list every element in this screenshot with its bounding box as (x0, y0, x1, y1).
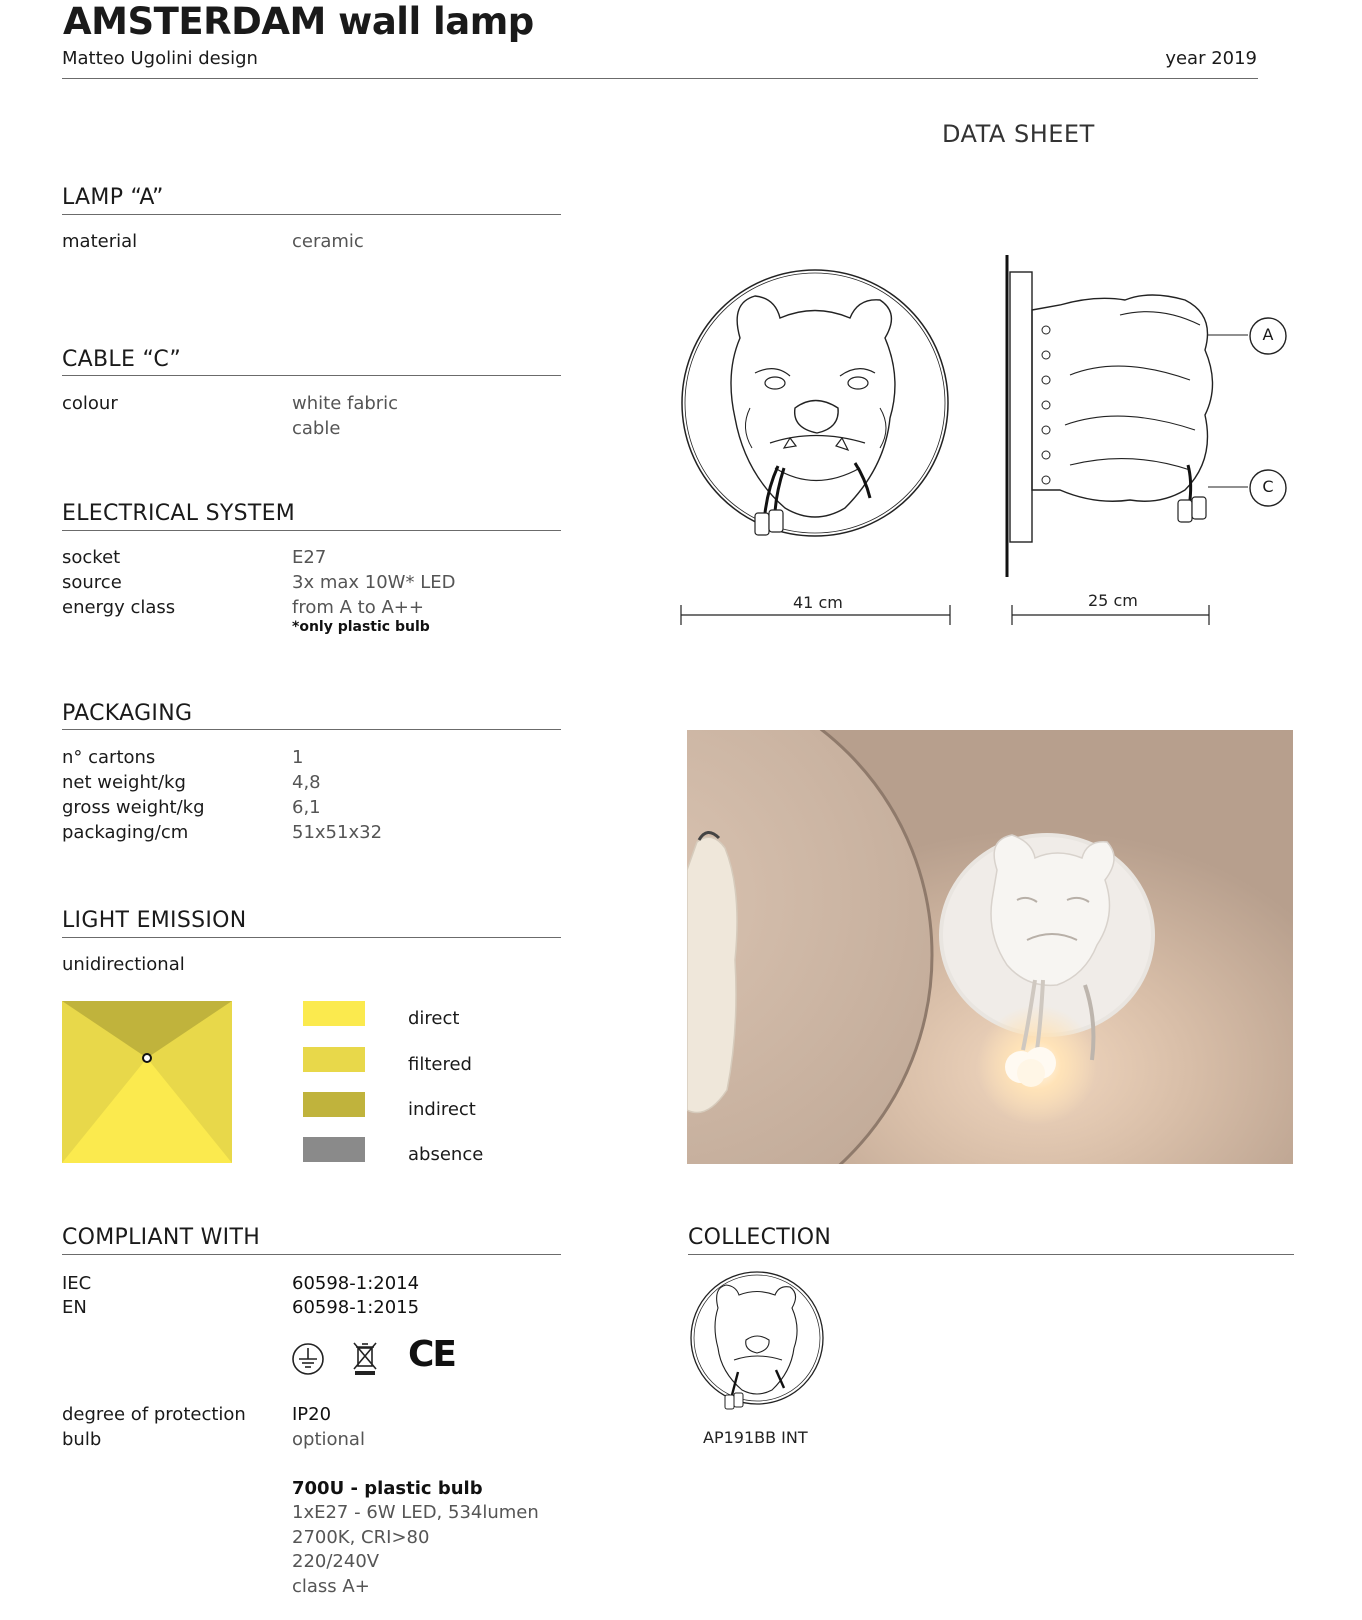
data-sheet-label: DATA SHEET (942, 120, 1095, 148)
weee-bin-icon (352, 1340, 378, 1376)
header-divider (62, 78, 1258, 79)
section-divider (62, 375, 561, 376)
section-divider (62, 214, 561, 215)
protection-label: degree of protection (62, 1404, 246, 1425)
source-value: 3x max 10W* LED (292, 572, 456, 593)
socket-value: E27 (292, 547, 327, 568)
material-label: material (62, 231, 138, 252)
legend-swatch-indirect (303, 1092, 365, 1117)
bulb-spec-line: 1xE27 - 6W LED, 534lumen (292, 1502, 539, 1523)
section-divider (688, 1254, 1294, 1255)
en-value: 60598-1:2015 (292, 1297, 420, 1318)
callout-c-label: C (1262, 477, 1274, 496)
section-lamp-heading: LAMP “A” (62, 185, 164, 210)
legend-swatch-direct (303, 1001, 365, 1026)
bulb-value: optional (292, 1429, 365, 1450)
callout-a-label: A (1262, 325, 1274, 344)
energy-class-label: energy class (62, 597, 176, 618)
gross-weight-value: 6,1 (292, 797, 321, 818)
depth-dimension-label: 25 cm (1088, 591, 1138, 610)
colour-value-line1: white fabric (292, 393, 399, 414)
bulb-spec-line: class A+ (292, 1576, 370, 1597)
packaging-size-label: packaging/cm (62, 822, 189, 843)
section-electrical-heading: ELECTRICAL SYSTEM (62, 501, 296, 526)
material-value: ceramic (292, 231, 364, 252)
legend-label-filtered: filtered (408, 1054, 472, 1075)
legend-label-absence: absence (408, 1144, 484, 1165)
year-label: year 2019 (1165, 48, 1257, 69)
source-label: source (62, 572, 122, 593)
cartons-value: 1 (292, 747, 304, 768)
bulb-spec-line: 220/240V (292, 1551, 380, 1572)
bulb-spec-line: 2700K, CRI>80 (292, 1527, 430, 1548)
collection-item-code: AP191BB INT (703, 1428, 808, 1447)
section-divider (62, 729, 561, 730)
section-packaging-heading: PACKAGING (62, 701, 193, 726)
section-divider (62, 1254, 561, 1255)
section-divider (62, 530, 561, 531)
front-view-drawing (680, 268, 955, 568)
section-cable-heading: CABLE “C” (62, 347, 182, 372)
legend-swatch-absence (303, 1137, 365, 1162)
width-dimension-label: 41 cm (793, 593, 843, 612)
earth-ground-icon (291, 1342, 325, 1376)
packaging-size-value: 51x51x32 (292, 822, 383, 843)
product-photo (687, 730, 1293, 1164)
section-collection-heading: COLLECTION (688, 1225, 832, 1250)
designer-credit: Matteo Ugolini design (62, 48, 258, 69)
section-light-emission-heading: LIGHT EMISSION (62, 908, 247, 933)
ce-mark: CE (408, 1334, 456, 1375)
collection-thumbnail (688, 1270, 826, 1420)
gross-weight-label: gross weight/kg (62, 797, 205, 818)
side-view-drawing (1000, 255, 1290, 580)
en-label: EN (62, 1297, 87, 1318)
legend-label-indirect: indirect (408, 1099, 476, 1120)
bulb-model: 700U - plastic bulb (292, 1478, 483, 1499)
cartons-label: n° cartons (62, 747, 156, 768)
product-title: AMSTERDAM wall lamp (63, 0, 534, 43)
light-emission-diagram (62, 1001, 232, 1163)
bulb-label: bulb (62, 1429, 102, 1450)
energy-class-value: from A to A++ (292, 597, 424, 618)
net-weight-label: net weight/kg (62, 772, 186, 793)
legend-swatch-filtered (303, 1047, 365, 1072)
legend-label-direct: direct (408, 1008, 460, 1029)
socket-label: socket (62, 547, 121, 568)
emission-type: unidirectional (62, 954, 185, 975)
iec-label: IEC (62, 1273, 92, 1294)
colour-label: colour (62, 393, 118, 414)
plastic-bulb-note: *only plastic bulb (292, 619, 430, 635)
protection-value: IP20 (292, 1404, 332, 1425)
colour-value-line2: cable (292, 418, 341, 439)
net-weight-value: 4,8 (292, 772, 321, 793)
section-compliance-heading: COMPLIANT WITH (62, 1225, 261, 1250)
section-divider (62, 937, 561, 938)
iec-value: 60598-1:2014 (292, 1273, 420, 1294)
